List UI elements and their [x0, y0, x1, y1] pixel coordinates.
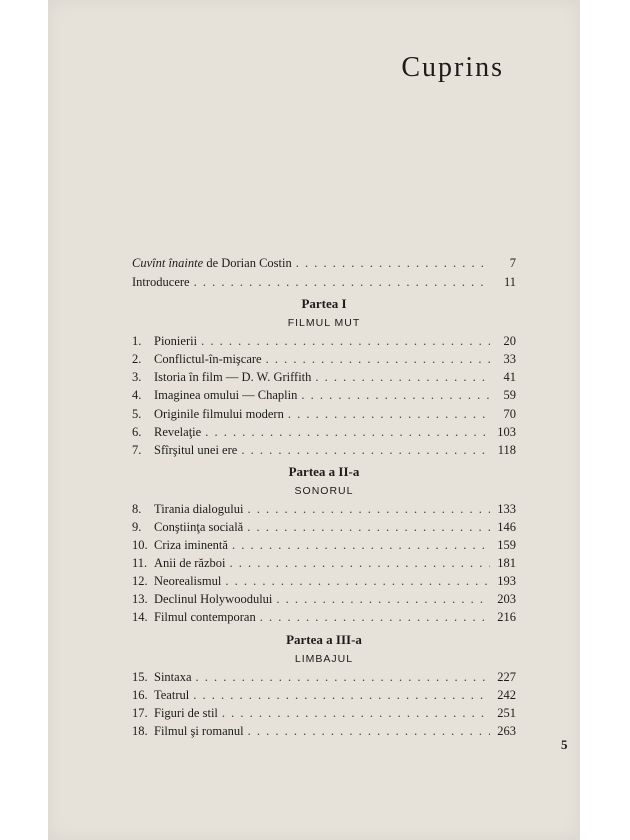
dot-leader	[193, 686, 490, 704]
section-title: SONORUL	[294, 484, 354, 497]
chapter-number: 13.	[132, 592, 148, 607]
dot-leader	[248, 722, 490, 740]
toc-entry	[132, 572, 516, 590]
toc-entry	[132, 608, 516, 626]
toc-page-number: 118	[497, 442, 516, 457]
chapter-title: Istoria în film — D. W. Griffith	[154, 370, 312, 385]
chapter-number: 16.	[132, 687, 148, 702]
chapter-title: Pionierii	[154, 334, 198, 349]
chapter-title: Figuri de stil	[154, 705, 218, 720]
section-title: LIMBAJUL	[294, 652, 354, 665]
chapter-title: Neorealismul	[154, 574, 222, 589]
dot-leader	[201, 332, 490, 350]
chapter-title: Imaginea omului — Chaplin	[154, 388, 298, 403]
toc-entry	[132, 332, 516, 350]
page-folio: 5	[561, 737, 568, 752]
toc-page-number: 41	[503, 370, 516, 385]
toc-entry	[132, 518, 516, 536]
dot-leader	[222, 704, 490, 722]
chapter-number: 12.	[132, 574, 148, 589]
chapter-number: 4.	[132, 388, 142, 403]
part-title: Partea a II-a	[288, 463, 360, 479]
chapter-title: Filmul contemporan	[154, 610, 256, 625]
page-title: Cuprins	[401, 52, 504, 83]
dot-leader	[241, 441, 490, 459]
dot-leader	[230, 554, 490, 572]
chapter-title: Sfîrşitul unei ere	[154, 442, 238, 457]
toc-entry	[132, 368, 516, 386]
toc-entry	[132, 668, 516, 686]
chapter-number: 3.	[132, 370, 142, 385]
dot-leader	[247, 500, 490, 518]
toc-page-number: 242	[497, 687, 516, 702]
toc-entry	[132, 686, 516, 704]
chapter-number: 1.	[132, 334, 142, 349]
toc-entry	[132, 386, 516, 404]
toc-entry-label: Introducere	[132, 274, 190, 289]
part-title: Partea a III-a	[286, 631, 362, 647]
chapter-number: 2.	[132, 352, 142, 367]
chapter-number: 15.	[132, 669, 148, 684]
part-title: Partea I	[301, 296, 347, 312]
chapter-title: Sintaxa	[154, 669, 192, 684]
toc-page-number: 33	[503, 352, 516, 367]
toc-page-number: 203	[497, 592, 516, 607]
front-matter	[132, 254, 516, 291]
chapter-list	[132, 500, 516, 627]
toc-page-number: 159	[497, 538, 516, 553]
toc-entry-label: Cuvînt înainte de Dorian Costin	[132, 256, 292, 270]
dot-leader	[247, 518, 490, 536]
dot-leader	[276, 590, 490, 608]
toc-page-number: 263	[497, 723, 516, 738]
toc-entry	[132, 536, 516, 554]
toc-page-number: 133	[497, 501, 516, 516]
dot-leader	[196, 668, 491, 686]
toc-entry	[132, 441, 516, 459]
toc-entry	[132, 590, 516, 608]
dot-leader	[194, 273, 490, 292]
toc-page-number: 7	[509, 256, 516, 270]
chapter-list	[132, 332, 516, 459]
book-page	[48, 0, 580, 840]
toc-page-number: 59	[503, 388, 516, 403]
chapter-title: Revelaţie	[154, 424, 202, 439]
chapter-title: Conştiinţa socială	[154, 519, 244, 534]
dot-leader	[296, 254, 490, 273]
toc-page-number: 103	[497, 424, 516, 439]
chapter-number: 6.	[132, 424, 142, 439]
toc-entry	[132, 405, 516, 423]
toc-entry	[132, 254, 516, 273]
toc-entry	[132, 722, 516, 740]
chapter-number: 9.	[132, 519, 142, 534]
toc-page-number: 20	[503, 334, 516, 349]
toc-page-number: 146	[497, 519, 516, 534]
chapter-title: Criza iminentă	[154, 538, 228, 553]
dot-leader	[315, 368, 490, 386]
chapter-title: Filmul şi romanul	[154, 723, 244, 738]
chapter-title: Conflictul-în-mişcare	[154, 352, 262, 367]
table-of-contents	[132, 254, 516, 740]
toc-page-number: 11	[503, 274, 516, 289]
toc-page-number: 216	[497, 610, 516, 625]
chapter-number: 11.	[132, 556, 148, 571]
dot-leader	[260, 608, 490, 626]
chapter-title: Tirania dialogului	[154, 501, 244, 516]
toc-entry	[132, 350, 516, 368]
chapter-title: Teatrul	[154, 687, 190, 702]
dot-leader	[225, 572, 490, 590]
toc-page-number: 251	[497, 705, 516, 720]
dot-leader	[205, 423, 490, 441]
section-title: FILMUL MUT	[287, 317, 361, 330]
chapter-list	[132, 668, 516, 740]
dot-leader	[232, 536, 490, 554]
chapter-title: Declinul Holywoodului	[154, 592, 273, 607]
chapter-title: Anii de război	[154, 556, 226, 571]
toc-entry	[132, 704, 516, 722]
chapter-number: 10.	[132, 538, 148, 553]
chapter-number: 8.	[132, 501, 142, 516]
toc-entry	[132, 500, 516, 518]
dot-leader	[266, 350, 490, 368]
toc-entry	[132, 423, 516, 441]
toc-page-number: 193	[497, 574, 516, 589]
toc-page-number: 70	[503, 406, 516, 421]
parts	[132, 294, 516, 740]
chapter-title: Originile filmului modern	[154, 406, 284, 421]
dot-leader	[288, 405, 490, 423]
chapter-number: 5.	[132, 406, 142, 421]
toc-page-number: 181	[497, 556, 516, 571]
chapter-number: 18.	[132, 723, 148, 738]
toc-entry	[132, 554, 516, 572]
chapter-number: 17.	[132, 705, 148, 720]
dot-leader	[301, 386, 490, 404]
toc-entry	[132, 273, 516, 292]
toc-page-number: 227	[497, 669, 516, 684]
chapter-number: 7.	[132, 442, 142, 457]
chapter-number: 14.	[132, 610, 148, 625]
